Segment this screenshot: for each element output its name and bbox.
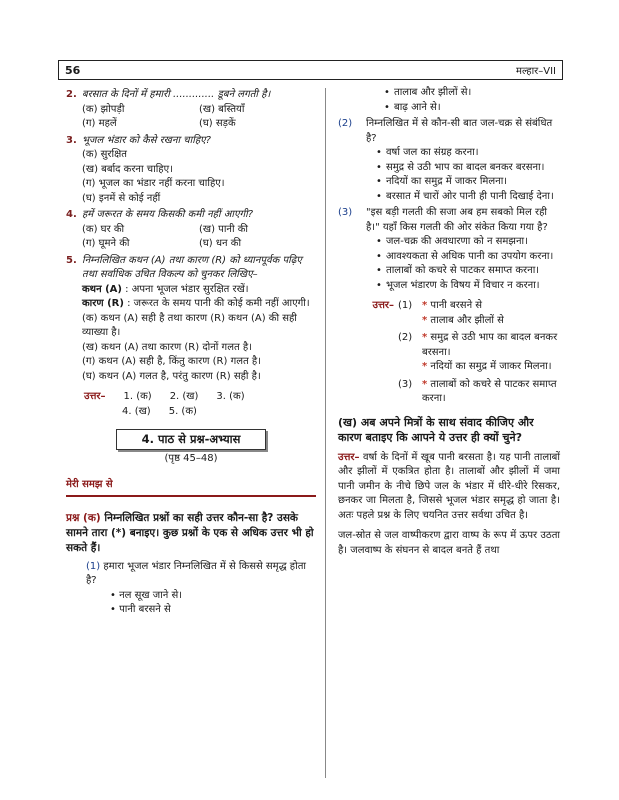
book-title: मल्हार–VII (515, 66, 556, 77)
answer-text: समुद्र से उठी भाप का बादल बनकर बरसना। (422, 332, 558, 358)
answer: 5. (क) (168, 405, 197, 417)
bullet: • वर्षा जल का संग्रह करना। (386, 146, 560, 161)
answer-block (338, 299, 560, 407)
options-q4 (66, 223, 316, 252)
assertion-label: कथन (A) (82, 283, 122, 295)
star-icon: * (422, 314, 428, 326)
answer-number: (3) (398, 378, 413, 390)
bullet: • नल सूख जाने से। (110, 589, 316, 604)
bullet: • आवश्यकता से अधिक पानी का उपयोग करना। (386, 250, 560, 265)
bullet: • पानी बरसने से (110, 603, 316, 618)
sub-number: (2) (338, 118, 353, 129)
option: (ग) कथन (A) सही है, किंतु कारण (R) गलत है। (82, 356, 261, 367)
question-number: 3. (66, 134, 77, 146)
sub-text: हमारा भूजल भंडार निम्नलिखित में से किससे समृद्ध होता है? (86, 560, 306, 586)
question-number: 4. (66, 209, 77, 220)
option: (घ) कथन (A) गलत है, परंतु कारण (R) सही है। (82, 370, 261, 382)
q3-bullets (338, 235, 560, 293)
column-divider (325, 88, 326, 778)
assertion (66, 283, 316, 298)
options-q3 (66, 148, 316, 206)
reason-label: कारण (R) (82, 298, 124, 309)
answer: 3. (क) (216, 391, 245, 402)
options-q2 (66, 103, 316, 132)
star-icon: * (422, 378, 428, 390)
answer-text: तालाबों को कचरे से पाटकर समाप्त करना। (422, 378, 557, 404)
answer-text: नदियों का समुद्र में जाकर मिलना। (430, 361, 552, 372)
option: (घ) सड़कें (199, 118, 236, 129)
question-text: निम्नलिखित कथन (A) तथा कारण (R) को ध्यानपूर्वक पढ़िए तथा सर्वाधिक उचित विकल्प को चुनकर लिखिए– (82, 254, 302, 280)
option: (घ) धन की (199, 238, 242, 249)
answer-number: (2) (398, 332, 413, 343)
bullet: • नदियों का समुद्र में जाकर मिलना। (386, 175, 560, 190)
question-number: 2. (66, 89, 77, 100)
option: (क) सुरक्षित (82, 149, 127, 160)
page-header (58, 60, 563, 80)
sub-question-2 (338, 117, 560, 146)
sub-question-1 (66, 560, 316, 589)
assertion-text: : अपना भूजल भंडार सुरक्षित रखें। (125, 283, 249, 295)
options-q5 (66, 312, 316, 385)
kha-answer (338, 451, 560, 524)
answer-text: पानी बरसने से (430, 300, 483, 311)
answer-text: वर्षा के दिनों में खूब पानी बरसता है। यह पानी तालाबों और झीलों में एकत्रित होता है। तालाबों और झीलों में जमा पानी जमीन के नीचे छिपे जल के भंडार में धीरे-धीरे रिसकर, छनकर जा मिलता है, जिससे भूजल भंडार समृद्ध हो जाता है। अतः पहले प्रश्न के लिए चयनित उत्तर सर्वथा उचित है। (338, 451, 560, 521)
sub1-bullets (66, 589, 316, 618)
question-3 (66, 134, 316, 149)
question-number: 5. (66, 254, 77, 266)
bullet: • जल-चक्र की अवधारणा को न समझना। (386, 235, 560, 250)
sub-number: (1) (86, 560, 101, 572)
question-2 (66, 88, 316, 103)
question-5 (66, 254, 316, 283)
top-bullets (338, 86, 560, 115)
option: (ग) घूमने की (82, 238, 130, 249)
option: (ख) कथन (A) तथा कारण (R) दोनों गलत है। (82, 341, 252, 353)
bullet: • तालाब और झीलों से। (394, 86, 560, 101)
section-title: 4. पाठ से प्रश्न-अभ्यास (116, 429, 266, 450)
option: (ख) बस्तियाँ (199, 103, 245, 115)
bullet: • बरसात में चारों ओर पानी ही पानी दिखाई देना। (386, 190, 560, 205)
prashna-ka (66, 511, 316, 556)
prashna-label: प्रश्न (क) (66, 511, 101, 524)
star-icon: * (422, 361, 428, 372)
left-column (66, 86, 316, 618)
reason-text: : जरूरत के समय पानी की कोई कमी नहीं आएगी। (127, 298, 310, 309)
option: (ख) पानी की (199, 223, 249, 235)
reason (66, 297, 316, 312)
option: (क) झोपड़ी (82, 103, 125, 115)
q2-bullets (338, 146, 560, 204)
sub-text: निम्नलिखित में से कौन-सी बात जल-चक्र से संबंधित है? (366, 118, 553, 144)
question-text: हमें जरूरत के समय किसकी कमी नहीं आएगी? (82, 209, 254, 220)
section-pages: (पृष्ठ 45–48) (164, 452, 218, 464)
answer-label: उत्तर– (372, 300, 394, 311)
star-icon: * (422, 300, 428, 311)
prashna-kha: (ख) अब अपने मित्रों के साथ संवाद कीजिए और कारण बताइए कि आपने ये उत्तर ही क्यों चुने? (338, 415, 534, 444)
answer-label: उत्तर– (84, 391, 106, 402)
answer-key (66, 390, 316, 419)
answer: 4. (ख) (122, 405, 151, 417)
answer: 2. (ख) (169, 391, 199, 402)
right-column (338, 86, 560, 558)
answer: 1. (क) (123, 391, 152, 402)
question-4 (66, 208, 316, 223)
prashna-text: निम्नलिखित प्रश्नों का सही उत्तर कौन-सा है? उसके सामने तारा (*) बनाइए। कुछ प्रश्नों के एक से अधिक उत्तर भी हो सकते हैं। (66, 511, 314, 554)
bullet: • भूजल भंडारण के विषय में विचार न करना। (386, 279, 560, 294)
meri-samajh-heading: मेरी समझ से (66, 478, 316, 497)
answer-label: उत्तर– (338, 451, 360, 463)
page-number: 56 (65, 63, 81, 77)
bullet: • समुद्र से उठी भाप का बादल बनकर बरसना। (386, 161, 560, 176)
option: (क) घर की (82, 223, 125, 235)
option: (घ) इनमें से कोई नहीं (82, 192, 161, 204)
question-text: बरसात के दिनों में हमारी ............. डूबने लगती है। (82, 89, 271, 100)
option: (ग) भूजल का भंडार नहीं करना चाहिए। (82, 178, 225, 189)
bullet: • बाढ़ आने से। (394, 101, 560, 116)
option: (ख) बर्बाद करना चाहिए। (82, 163, 173, 175)
option: (ग) महलें (82, 118, 117, 129)
sub-number: (3) (338, 207, 353, 218)
star-icon: * (422, 332, 428, 343)
sub-question-3 (338, 206, 560, 235)
sub-text: "इस बड़ी गलती की सजा अब हम सबको मिल रही है।" यहाँ किस गलती की ओर संकेत किया गया है? (366, 207, 548, 233)
question-text: भूजल भंडार को कैसे रखना चाहिए? (82, 134, 211, 146)
bullet: • तालाबों को कचरे से पाटकर समाप्त करना। (386, 264, 560, 279)
answer-text: तालाब और झीलों से (430, 314, 504, 326)
answer-number: (1) (398, 300, 413, 311)
kha-para-2: जल-स्रोत से जल वाष्पीकरण द्वारा वाष्प के रूप में ऊपर उठता है। जलवाष्प के संघनन से बादल बनते हैं तथा (338, 530, 560, 556)
option: (क) कथन (A) सही है तथा कारण (R) कथन (A) की सही व्याख्या है। (82, 312, 297, 338)
